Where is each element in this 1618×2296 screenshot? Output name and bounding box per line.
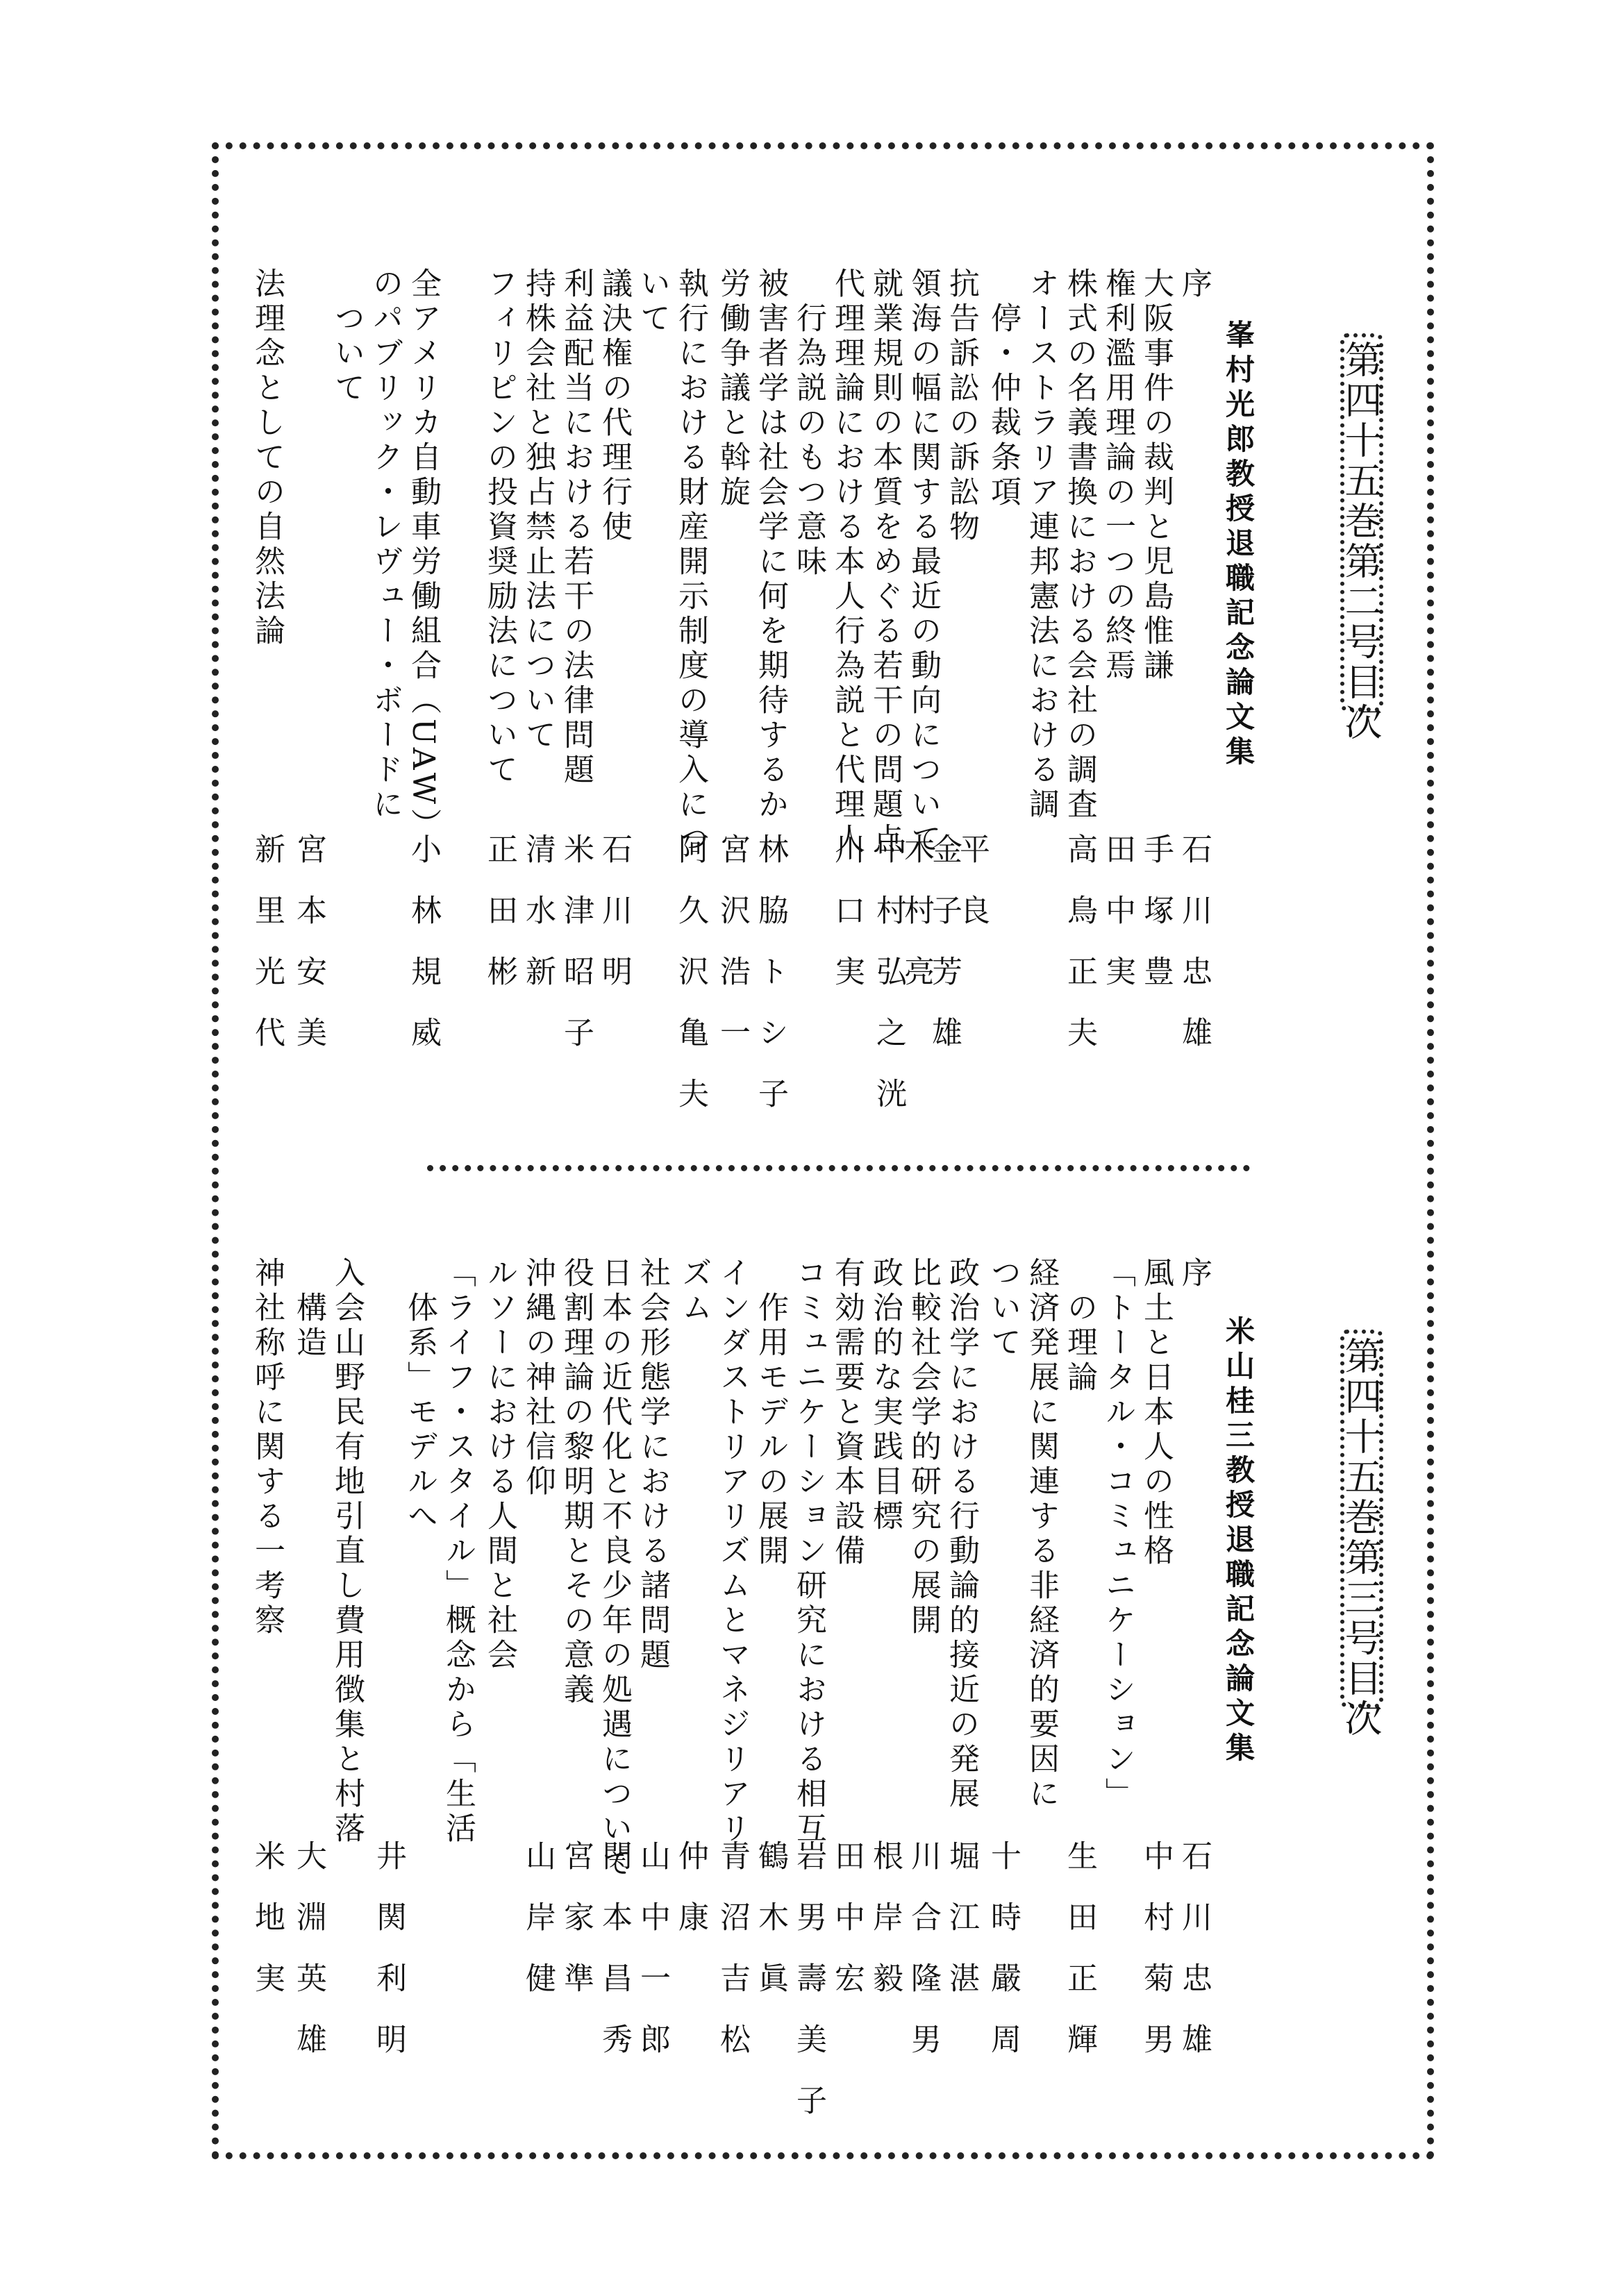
toc-line: 風土と日本人の性格 <box>1138 1257 1174 1569</box>
author-name: 新里光代 <box>249 833 285 1078</box>
issue2-heading: 第四十五巻第二号目次 <box>1339 340 1383 743</box>
author-name: 岩男壽美子 <box>791 1840 826 2145</box>
author-name: 山岸健 <box>520 1840 556 2023</box>
toc-line: 入会山野民有地引直し費用徴集と村落 <box>329 1257 365 1847</box>
author-name: 鶴木眞 <box>753 1840 788 2023</box>
toc-line: 「ライフ・スタイル」概念から「生活 <box>440 1257 476 1847</box>
toc-line: 就業規則の本質をめぐる若干の問題点 <box>867 267 903 857</box>
author-name: 根岸毅 <box>867 1840 903 2023</box>
author-name: 米津昭子 <box>558 833 594 1078</box>
author-name: 高鳥正夫 <box>1062 833 1097 1078</box>
toc-line: 株式の名義書換における会社の調査 <box>1062 267 1097 823</box>
issue2-subtitle: 峯村光郎教授退職記念論文集 <box>1221 319 1256 771</box>
author-name: 田中宏 <box>829 1840 865 2023</box>
toc-line: 「トータル・コミュニケーション」 <box>1100 1257 1135 1812</box>
section-divider <box>427 1165 1250 1171</box>
issue3-heading: 第四十五巻第三号目次 <box>1339 1336 1383 1739</box>
toc-line: 利益配当における若干の法律問題 <box>558 267 594 788</box>
toc-line: オーストラリア連邦憲法における調 <box>1024 267 1059 823</box>
toc-line: コミュニケーション研究における相互 <box>791 1257 826 1847</box>
toc-line: インダストリアリズムとマネジリアリ <box>715 1257 750 1847</box>
author-name: 堀江湛 <box>944 1840 979 2023</box>
author-name: 山中一郎 <box>635 1840 670 2084</box>
toc-line: 停・仲裁条項 <box>985 267 1021 510</box>
toc-line: 議決権の代理行使 <box>597 267 632 545</box>
toc-line: いて <box>635 267 670 337</box>
author-name: 川合隆男 <box>906 1840 941 2084</box>
author-name: 中村菊男 <box>1138 1840 1174 2084</box>
author-name: 清水新 <box>520 833 556 1016</box>
toc-line: 序 <box>1176 1257 1212 1291</box>
toc-line: 沖縄の神社信仰 <box>520 1257 556 1500</box>
author-name: 阿久沢亀夫 <box>673 833 708 1139</box>
author-name: 宮沢浩一 <box>715 833 750 1078</box>
author-name: 田中実 <box>1100 833 1135 1016</box>
author-name: 手塚豊 <box>1138 833 1174 1016</box>
toc-line: 大阪事件の裁判と児島惟謙 <box>1138 267 1174 684</box>
author-name: 生田正輝 <box>1062 1840 1097 2084</box>
toc-line: 比較社会学的研究の展開 <box>906 1257 941 1639</box>
toc-line: 行為説のもつ意味 <box>791 267 826 580</box>
author-name: 井関利明 <box>371 1840 406 2084</box>
author-name: 大淵英雄 <box>291 1840 326 2084</box>
author-name: 石川忠雄 <box>1176 833 1212 1078</box>
toc-line: ついて <box>329 267 365 406</box>
toc-line: 労働争議と斡旋 <box>715 267 750 510</box>
toc-line: 社会形態学における諸問題 <box>635 1257 670 1673</box>
toc-line: ズム <box>676 1257 712 1326</box>
toc-line: 作用モデルの展開 <box>753 1257 788 1569</box>
author-name: 関本昌秀 <box>597 1840 632 2084</box>
toc-line: 政治的な実践目標 <box>867 1257 903 1534</box>
toc-line: 全アメリカ自動車労働組合（UAW） <box>406 267 441 843</box>
author-name: 石川明 <box>597 833 632 1016</box>
author-name: 米地実 <box>249 1840 285 2023</box>
author-name: 中村弘之洸 <box>871 833 906 1139</box>
toc-line: 代理理論における本人行為説と代理人 <box>829 267 865 857</box>
author-name: 木村亮 <box>899 833 934 1016</box>
author-name: 宮家準 <box>558 1840 594 2023</box>
toc-line: 執行における財産開示制度の導入につ <box>673 267 708 857</box>
toc-line: 領海の幅に関する最近の動向について <box>906 267 941 857</box>
toc-line: のパブリック・レヴュー・ボードに <box>367 267 403 823</box>
toc-line: 有効需要と資本設備 <box>829 1257 865 1569</box>
toc-line: 序 <box>1176 267 1212 302</box>
toc-line: ルソーにおける人間と社会 <box>482 1257 517 1673</box>
author-name: 小林規威 <box>406 833 441 1078</box>
toc-line: 体系」モデルへ <box>402 1257 437 1534</box>
author-name: 林脇トシ子 <box>753 833 788 1139</box>
toc-line: 政治学における行動論的接近の発展 <box>944 1257 979 1812</box>
toc-line: 権利濫用理論の一つの終焉 <box>1100 267 1135 684</box>
author-name: 金子芳雄 <box>926 833 962 1078</box>
author-name: 宮本安美 <box>291 833 326 1078</box>
toc-line: 日本の近代化と不良少年の処遇について <box>597 1257 632 1882</box>
author-name: 川口実 <box>829 833 865 1016</box>
toc-line: 持株会社と独占禁止法について <box>520 267 556 753</box>
toc-line: 構造 <box>291 1257 326 1361</box>
toc-line: 役割理論の黎明期とその意義 <box>558 1257 594 1708</box>
author-name: 正田彬 <box>482 833 517 1016</box>
toc-line: 経済発展に関連する非経済的要因に <box>1024 1257 1059 1812</box>
issue3-subtitle: 米山桂三教授退職記念論文集 <box>1221 1316 1256 1767</box>
author-name: 平良 <box>954 833 990 955</box>
author-name: 青沼吉松 <box>715 1840 750 2084</box>
toc-line: 神社称呼に関する一考察 <box>249 1257 285 1639</box>
author-name: 十時嚴周 <box>985 1840 1021 2084</box>
toc-line: の理論 <box>1062 1257 1097 1396</box>
toc-line: 被害者学は社会学に何を期待するか <box>753 267 788 823</box>
toc-line: 抗告訴訟の訴訟物 <box>944 267 979 545</box>
author-name: 仲康 <box>673 1840 708 1962</box>
toc-line: 法理念としての自然法論 <box>249 267 285 649</box>
toc-line: フィリピンの投資奨励法について <box>482 267 517 788</box>
toc-line: ついて <box>985 1257 1021 1361</box>
author-name: 石川忠雄 <box>1176 1840 1212 2084</box>
